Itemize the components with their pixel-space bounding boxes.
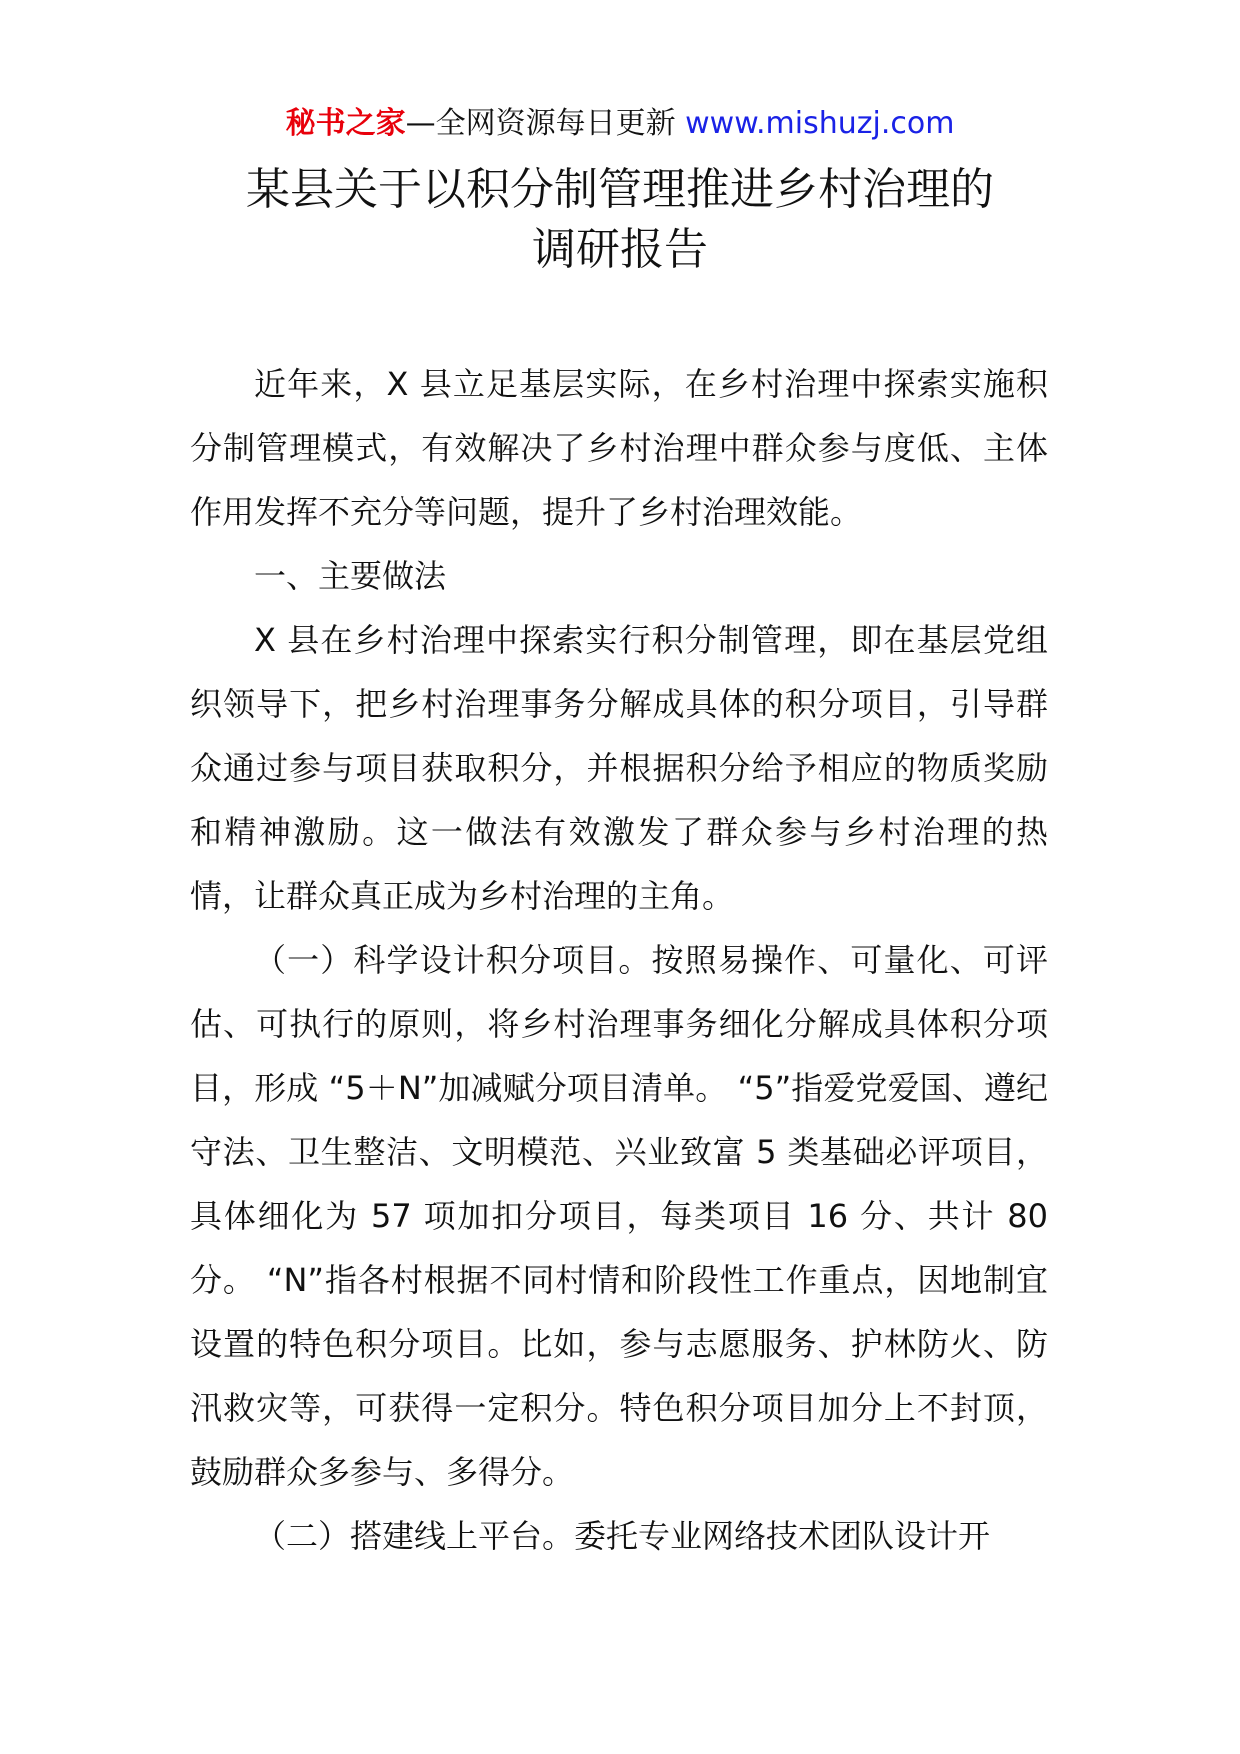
paragraph-intro: 近年来，X 县立足基层实际，在乡村治理中探索实施积分制管理模式，有效解决了乡村治理中群众参与度低、主体作用发挥不充分等问题，提升了乡村治理效能。 bbox=[190, 365, 1048, 531]
title-line-1: 某县关于以积分制管理推进乡村治理的 bbox=[246, 164, 994, 215]
section-heading: 一、主要做法 bbox=[254, 557, 447, 595]
paragraph-point-1: （一）科学设计积分项目。按照易操作、可量化、可评估、可执行的原则，将乡村治理事务细化分解成具体积分项目，形成 “5＋N”加减赋分项目清单。 “5”指爱党爱国、遵纪守法、卫生整洁、文明模范、兴业致富 5 类基础必评项目，具体细化为 57 项加扣分项目，每类项目 16 分、共计 80 分。 “N”指各村根据不同村情和阶段性工作重点，因地制宜设置的特色积分项目。比如，参与志愿服务、护林防火、防汛救灾等，可获得一定积分。特色积分项目加分上不封顶，鼓励群众多参与、多得分。 bbox=[190, 941, 1048, 1491]
title-line-2: 调研报告 bbox=[532, 224, 708, 275]
site-banner bbox=[0, 102, 1240, 146]
document-title bbox=[0, 160, 1240, 280]
site-url-link[interactable]: www.mishuzj.com bbox=[685, 106, 955, 141]
site-slogan: —全网资源每日更新 bbox=[405, 106, 686, 141]
paragraph-main-practice: X 县在乡村治理中探索实行积分制管理，即在基层党组织领导下，把乡村治理事务分解成具体的积分项目，引导群众通过参与项目获取积分，并根据积分给予相应的物质奖励和精神激励。这一做法有效激发了群众参与乡村治理的热情，让群众真正成为乡村治理的主角。 bbox=[190, 621, 1048, 915]
document-body bbox=[190, 352, 1048, 1568]
brand-name: 秘书之家 bbox=[285, 106, 406, 141]
paragraph-point-2: （二）搭建线上平台。委托专业网络技术团队设计开 bbox=[254, 1517, 991, 1555]
